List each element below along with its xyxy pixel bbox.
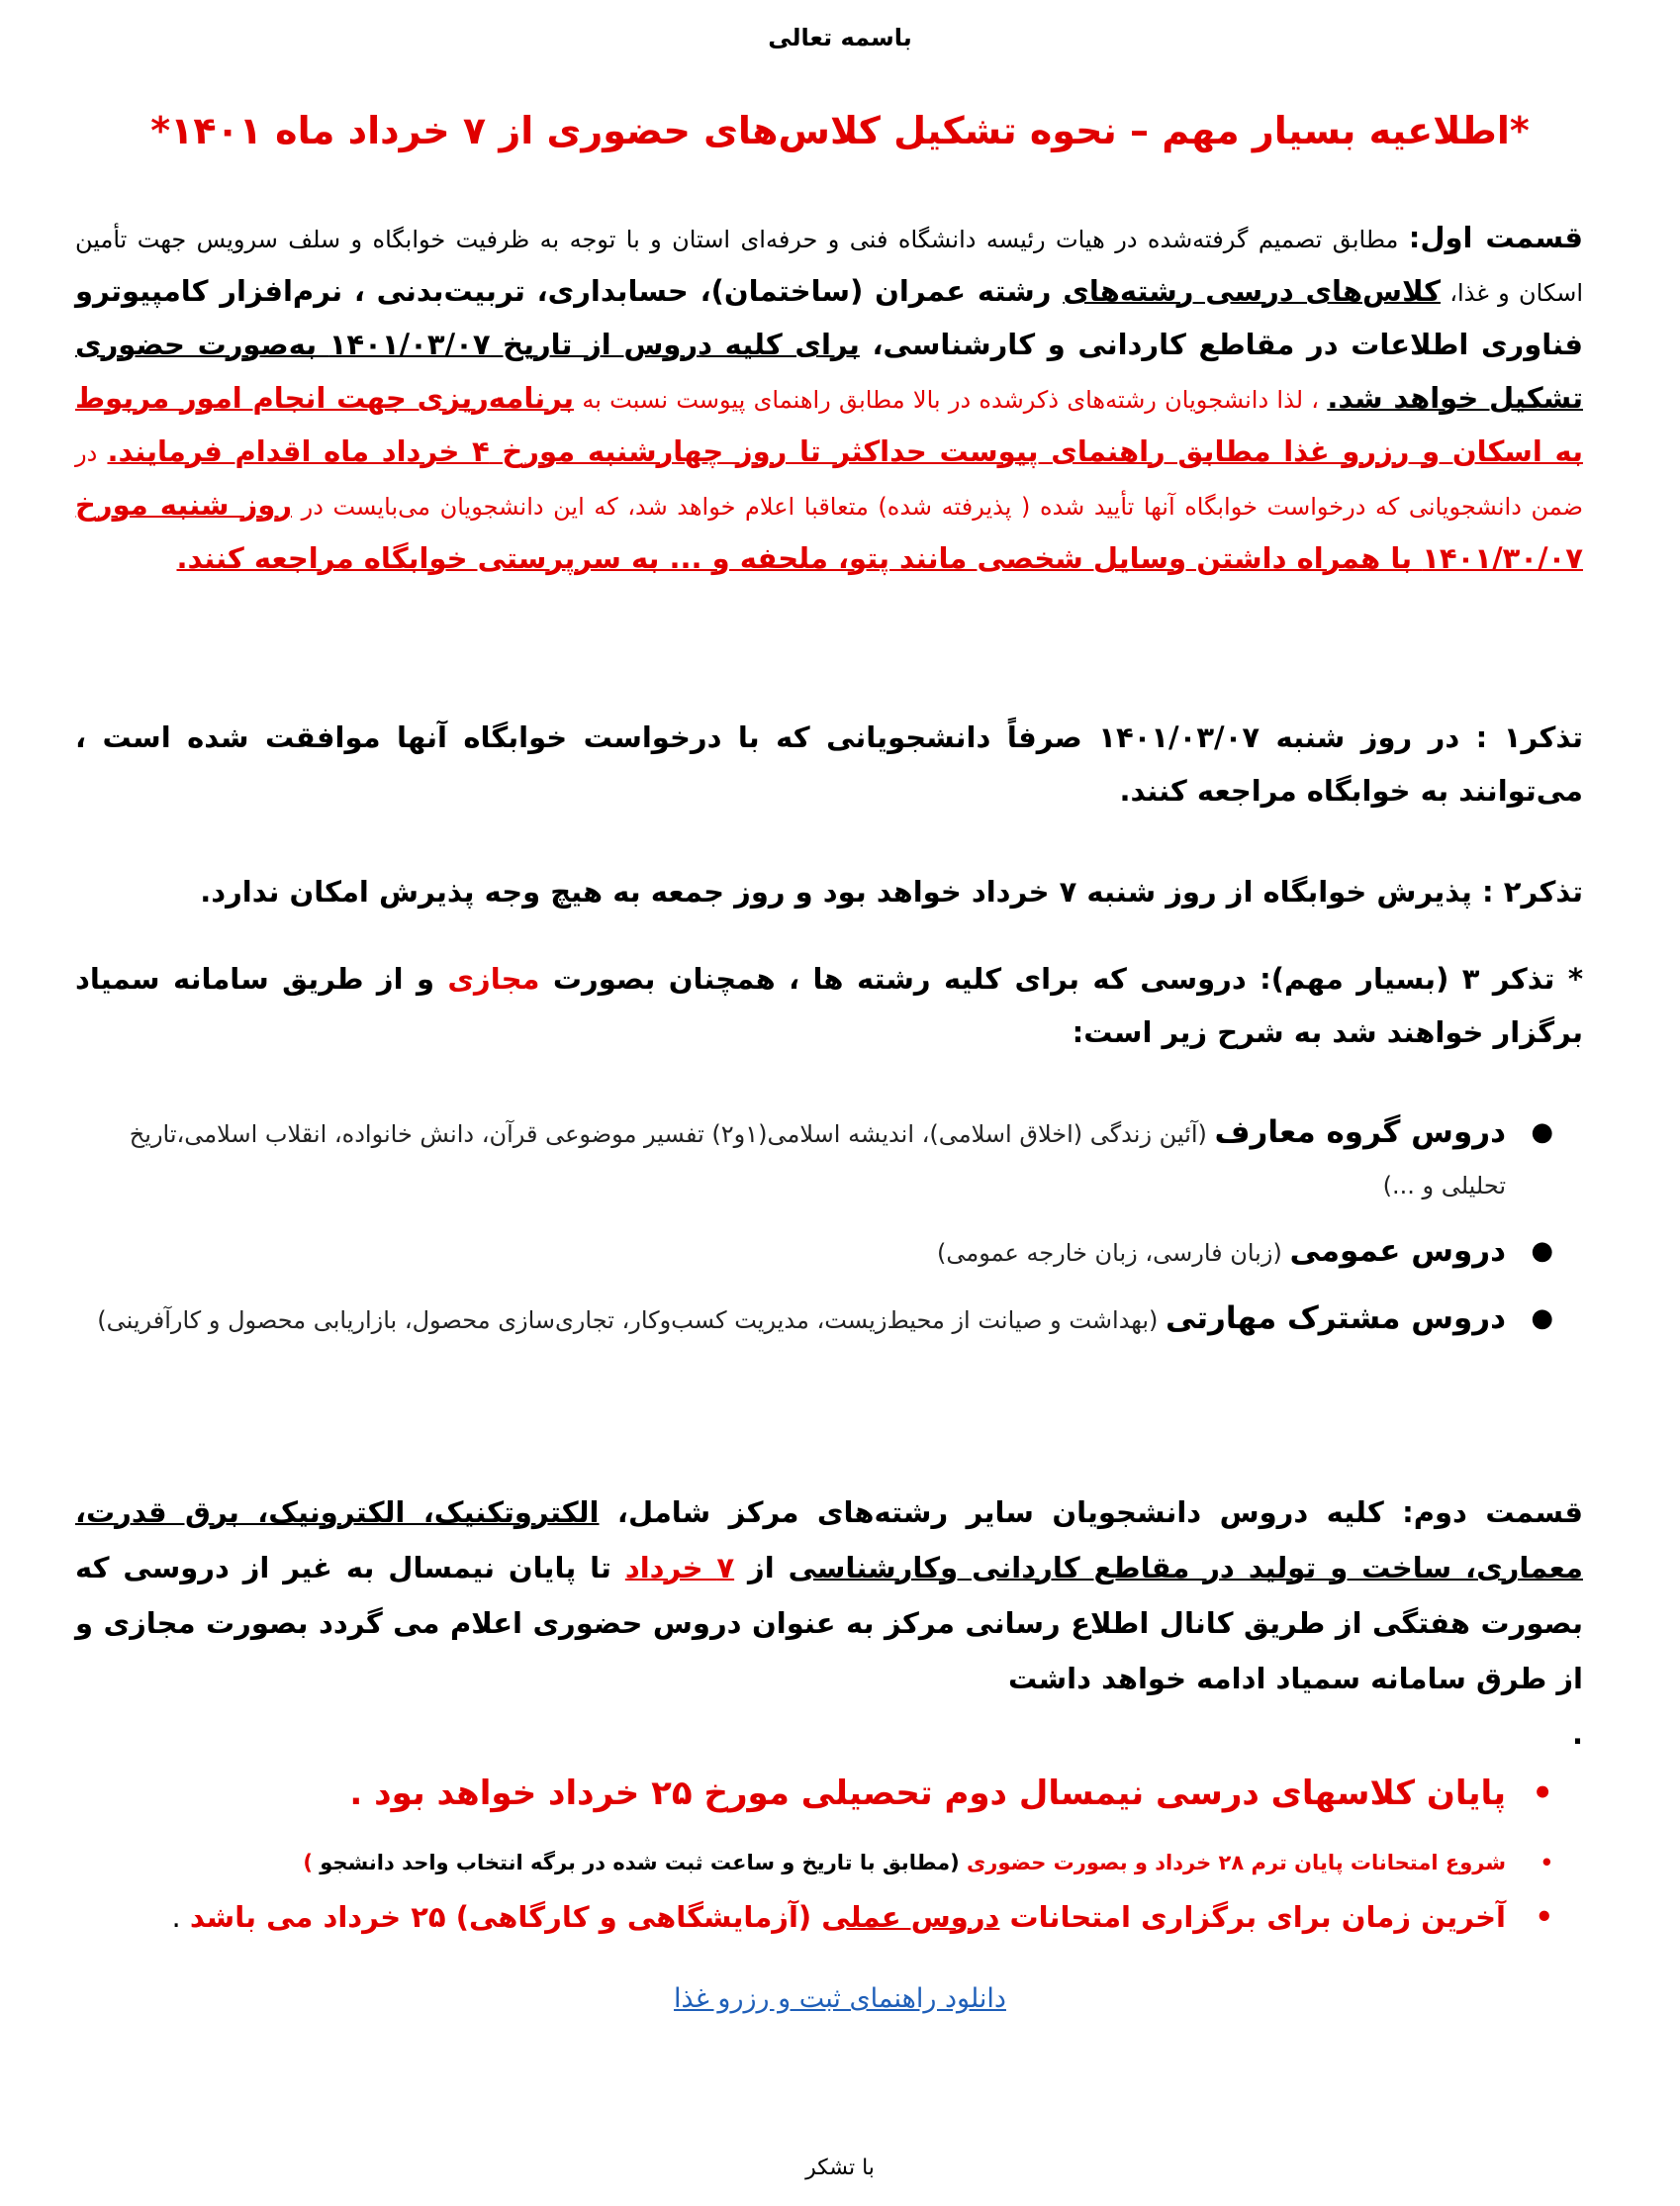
bullet-icon: • — [1535, 1900, 1553, 1934]
course-group-label: دروس گروه معارف — [1214, 1114, 1506, 1150]
section-one-label: قسمت اول: — [1408, 221, 1583, 254]
course-group-detail: (آئین زندگی (اخلاق اسلامی)، اندیشه اسلامی(۱و۲) تفسیر موضوعی قرآن، دانش خانواده، انقلاب اسلامی،تاریخ تحلیلی و ...) — [129, 1120, 1506, 1199]
note-3-start: * تذکر ۳ (بسیار مهم): دروسی که برای کلیه رشته ها ، همچنان بصورت — [539, 962, 1583, 996]
end-note-3-practical: دروس عملی — [821, 1900, 1000, 1934]
section-one-saturday: روز شنبه مورخ ۱۴۰۱/۳۰/۰۷ با همراه داشتن وسایل شخصی مانند پتو، ملحفه و ... به سرپرستی خوابگاه مراجعه کنند. — [75, 488, 1583, 575]
section-one-fields: رشته عمران (ساختمان)، حسابداری، تربیت‌بدنی ، نرم‌افزار کامپیوترو فناوری اطلاعات در مقاطع کاردانی و کارشناسی، — [75, 274, 1583, 361]
section-one-planning: برنامه‌ریزی جهت انجام امور مربوط به اسکان و رزرو غذا مطابق راهنمای پیوست حداکثر تا روز چهارشنبه مورخ ۴ خرداد ماه اقدام فرمایند. — [75, 381, 1583, 468]
section-two-from: از — [734, 1551, 789, 1584]
end-note-3-rest: (آزمایشگاهی و کارگاهی) ۲۵ خرداد می باشد — [189, 1900, 822, 1934]
course-group-label: دروس مشترک مهارتی — [1166, 1300, 1506, 1336]
course-group-detail: (بهداشت و صیانت از محیط‌زیست، مدیریت کسب‌وکار، تجاری‌سازی محصول، بازاریابی محصول و کارآفرینی) — [97, 1306, 1167, 1334]
course-group-label: دروس عمومی — [1289, 1233, 1506, 1269]
page-title: *اطلاعیه بسیار مهم – نحوه تشکیل کلاس‌های حضوری از ۷ خرداد ماه ۱۴۰۱* — [150, 109, 1530, 152]
section-two-start: قسمت دوم: کلیه دروس دانشجویان سایر رشته‌های مرکز شامل، — [599, 1495, 1584, 1529]
list-item — [75, 1225, 1583, 1279]
download-guide-link-wrap — [0, 1983, 1680, 2014]
section-two-dot: . — [1571, 1717, 1583, 1751]
section-two-paragraph — [75, 1485, 1583, 1762]
bullet-icon: • — [1532, 1774, 1553, 1813]
courses-list — [75, 1106, 1583, 1360]
end-note-2-start: شروع امتحانات پایان ترم ۲۸ خرداد و بصورت حضوری — [959, 1851, 1506, 1874]
list-item — [75, 1293, 1583, 1346]
closing-text: با تشکر — [805, 2156, 875, 2180]
end-note-3-start: آخرین زمان برای برگزاری امتحانات — [999, 1900, 1506, 1934]
end-note-2 — [75, 1843, 1583, 1882]
note-3 — [75, 952, 1583, 1059]
end-note-1 — [75, 1768, 1583, 1819]
section-one-all-courses: برای کلیه دروس از تاریخ ۱۴۰۱/۰۳/۰۷ به‌صورت حضوری تشکیل خواهد شد. — [75, 328, 1583, 415]
bullet-icon: ● — [1531, 1117, 1553, 1147]
section-one-students-ref: ، لذا دانشجویان رشته‌های ذکرشده در بالا مطابق راهنمای پیوست نسبت به — [574, 386, 1328, 414]
section-two-fields: الکتروتکنیک، الکترونیک، برق قدرت، معماری، ساخت و تولید در مقاطع کاردانی وکارشناسی — [75, 1495, 1583, 1584]
end-note-2-bold: (مطابق با تاریخ و ساعت ثبت شده در برگه انتخاب واحد دانشجو — [320, 1851, 960, 1874]
section-one-classes: کلاس‌های درسی رشته‌های — [1063, 274, 1441, 308]
note-3-virtual: مجازی — [447, 962, 540, 996]
section-one-intro: مطابق تصمیم گرفته‌شده در هیات رئیسه دانشگاه فنی و حرفه‌ای استان و با توجه به ظرفیت خوابگاه و سلف سرویس جهت تأمین اسکان و غذا، — [75, 226, 1583, 307]
section-one-paragraph — [75, 212, 1583, 586]
note-3-end: و از طریق سامانه سمیاد برگزار خواهند شد به شرح زیر است: — [75, 962, 1583, 1049]
course-group-detail: (زبان فارسی، زبان خارجه عمومی) — [937, 1239, 1290, 1267]
list-item — [75, 1106, 1583, 1211]
section-two-date: ۷ خرداد — [624, 1551, 735, 1584]
end-note-3-tail: . — [171, 1900, 190, 1934]
bullet-icon: • — [1540, 1851, 1553, 1874]
end-note-2-end: ) — [303, 1851, 321, 1874]
section-one-meanwhile: در ضمن دانشجویانی که درخواست خوابگاه آنها تأیید شده ( پذیرفته شده) متعاقبا اعلام خواهد شد، که این دانشجویان می‌بایست در — [75, 439, 1583, 521]
bullet-icon: ● — [1531, 1303, 1553, 1333]
note-2: تذکر۲ : پذیرش خوابگاه از روز شنبه ۷ خرداد خواهد بود و روز جمعه به هیچ وجه پذیرش امکان ندارد. — [200, 875, 1583, 909]
download-guide-link[interactable]: دانلود راهنمای ثبت و رزرو غذا — [674, 1983, 1006, 2014]
list-item — [75, 1843, 1583, 1882]
basmala-header: باسمه تعالی — [768, 24, 912, 51]
end-note-1-text: پایان کلاسهای درسی نیمسال دوم تحصیلی مورخ ۲۵ خرداد خواهد بود . — [349, 1774, 1506, 1813]
section-two-rest: تا پایان نیمسال به غیر از دروسی که بصورت هفتگی از طریق کانال اطلاع رسانی مرکز به عنوان دروس حضوری اعلام می گردد بصورت مجازی و از طرق سامانه سمیاد ادامه خواهد داشت — [75, 1551, 1583, 1695]
list-item — [75, 1768, 1583, 1819]
bullet-icon: ● — [1531, 1236, 1553, 1266]
note-1: تذکر۱ : در روز شنبه ۱۴۰۱/۰۳/۰۷ صرفاً دانشجویانی که با درخواست خوابگاه آنها موافقت شده است ، می‌توانند به خوابگاه مراجعه کنند. — [75, 720, 1583, 808]
list-item — [75, 1894, 1583, 1940]
end-note-3 — [75, 1894, 1583, 1940]
